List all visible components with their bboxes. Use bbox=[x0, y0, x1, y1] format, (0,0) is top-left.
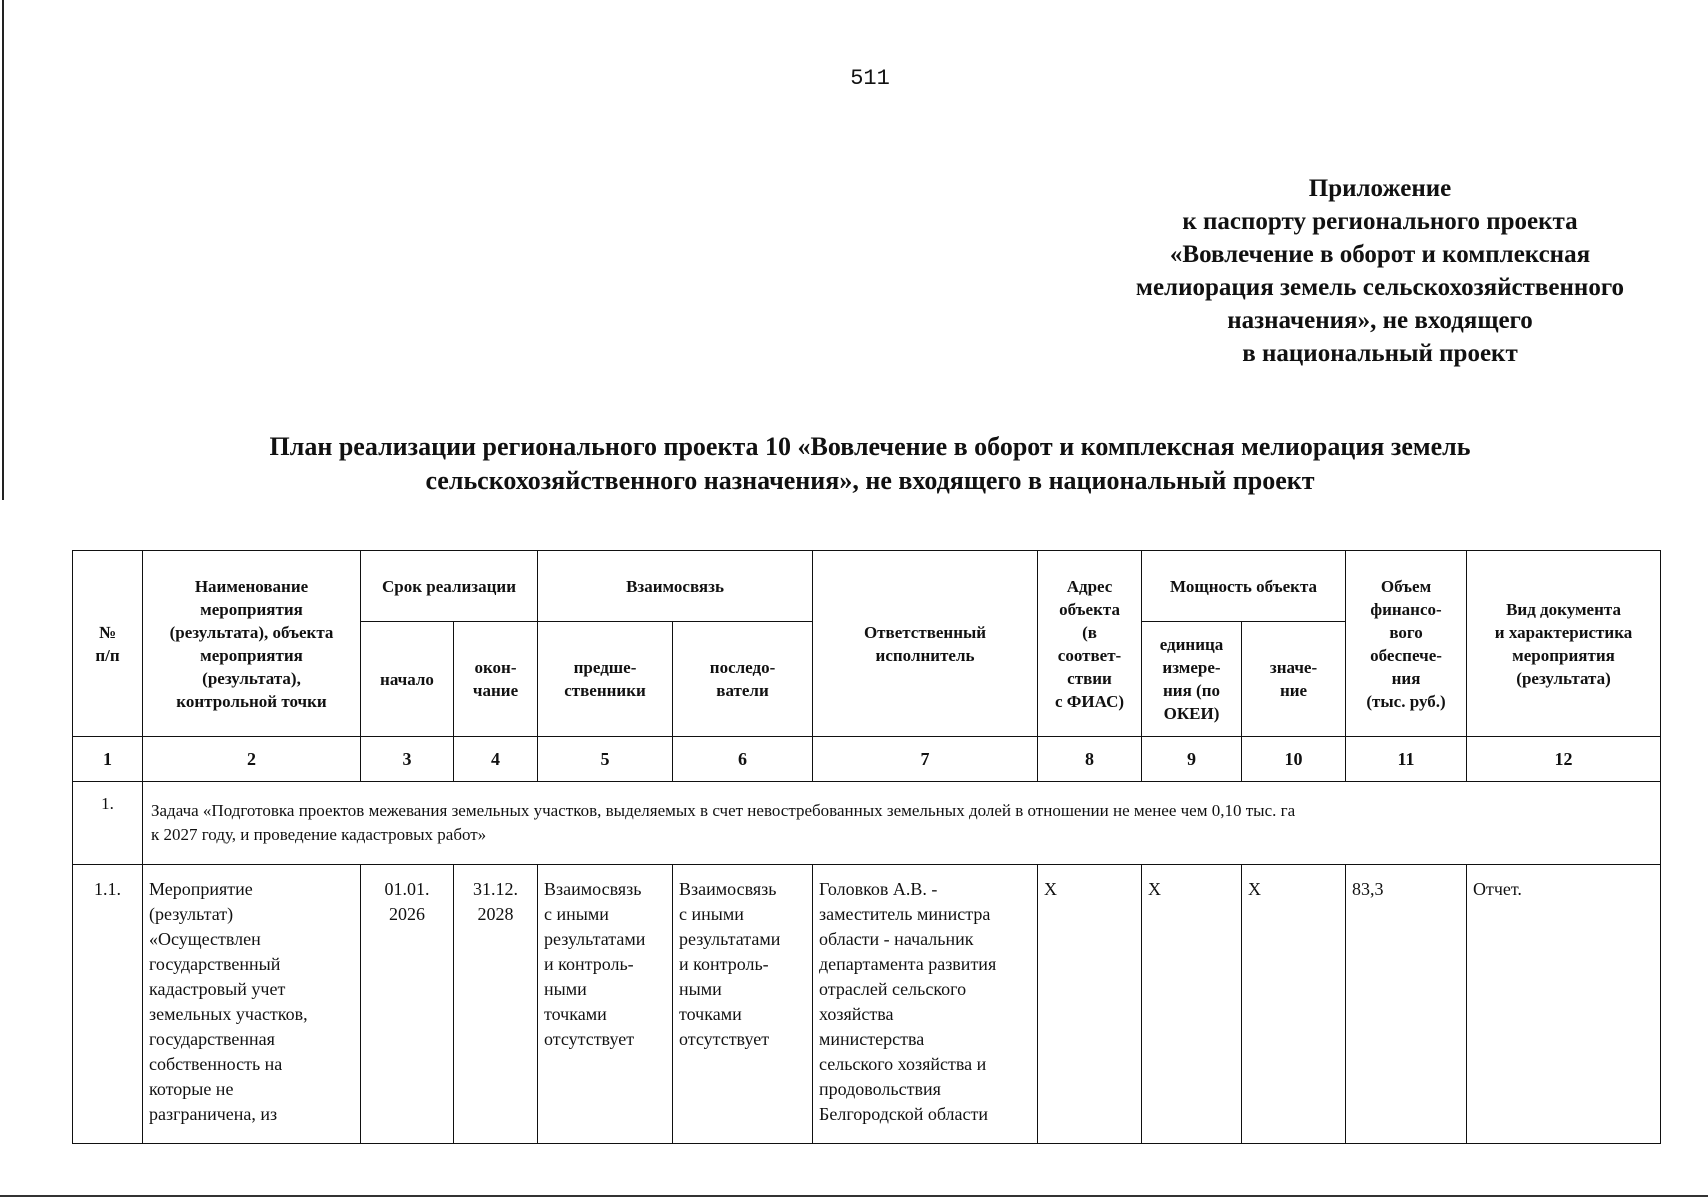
column-number: 11 bbox=[1346, 737, 1467, 782]
item-start: 01.01. 2026 bbox=[361, 865, 454, 1144]
column-number: 4 bbox=[454, 737, 538, 782]
item-executor: Головков А.В. - заместитель министра области - начальник департамента развития отраслей сельского хозяйства министерства сельского хозяйства и продовольствия Белгородской области bbox=[813, 865, 1038, 1144]
item-name: Мероприятие (результат) «Осуществлен государственный кадастровый учет земельных участков, государственная собственность на которые не разграничена, из bbox=[143, 865, 361, 1144]
appendix-line: назначения», не входящего bbox=[1227, 307, 1533, 334]
plan-title-line: План реализации регионального проекта 10 «Вовлечение в оборот и комплексная мелиорация земель bbox=[269, 432, 1471, 461]
column-number: 8 bbox=[1038, 737, 1142, 782]
appendix-line: мелиорация земель сельскохозяйственного bbox=[1135, 274, 1625, 301]
table-row bbox=[73, 865, 1661, 1144]
header-address: Адрес объекта (в соответ- ствии с ФИАС) bbox=[1038, 551, 1142, 737]
header-capacity-unit: единица измере- ния (по ОКЕИ) bbox=[1142, 622, 1242, 737]
plan-table bbox=[72, 550, 1661, 1144]
header-capacity-value: значе- ние bbox=[1242, 622, 1346, 737]
item-document: Отчет. bbox=[1467, 865, 1661, 1144]
header-funding: Объем финансо- вого обеспече- ния (тыс. руб.) bbox=[1346, 551, 1467, 737]
item-funding: 83,3 bbox=[1346, 865, 1467, 1144]
page-number: 511 bbox=[850, 66, 890, 91]
item-predecessors: Взаимосвязь с иными результатами и контроль- ными точками отсутствует bbox=[538, 865, 673, 1144]
column-number: 2 bbox=[143, 737, 361, 782]
header-relation-next: последо- ватели bbox=[673, 622, 813, 737]
plan-title-line: сельскохозяйственного назначения», не входящего в национальный проект bbox=[425, 466, 1315, 495]
item-value: X bbox=[1242, 865, 1346, 1144]
column-number: 9 bbox=[1142, 737, 1242, 782]
header-term-start: начало bbox=[361, 622, 454, 737]
page-bottom-edge bbox=[0, 1195, 1708, 1197]
item-successors: Взаимосвязь с иными результатами и контроль- ными точками отсутствует bbox=[673, 865, 813, 1144]
header-relation: Взаимосвязь bbox=[538, 551, 813, 622]
appendix-line: в национальный проект bbox=[1242, 340, 1518, 367]
appendix-heading bbox=[1090, 172, 1670, 370]
column-number-row bbox=[73, 737, 1661, 782]
task-text: Задача «Подготовка проектов межевания земельных участков, выделяемых в счет невостребованных земельных долей в отношении не менее чем 0,10 тыс. га к 2027 году, и проведение кадастровых работ» bbox=[143, 782, 1661, 865]
header-term-end: окон- чание bbox=[454, 622, 538, 737]
task-row bbox=[73, 782, 1661, 865]
header-capacity: Мощность объекта bbox=[1142, 551, 1346, 622]
header-num: № п/п bbox=[73, 551, 143, 737]
item-address: X bbox=[1038, 865, 1142, 1144]
header-term: Срок реализации bbox=[361, 551, 538, 622]
header-doc: Вид документа и характеристика мероприятия (результата) bbox=[1467, 551, 1661, 737]
task-number: 1. bbox=[73, 782, 143, 865]
header-relation-prev: предше- ственники bbox=[538, 622, 673, 737]
column-number: 12 bbox=[1467, 737, 1661, 782]
column-number: 1 bbox=[73, 737, 143, 782]
item-number: 1.1. bbox=[73, 865, 143, 1144]
column-number: 10 bbox=[1242, 737, 1346, 782]
appendix-line: «Вовлечение в оборот и комплексная bbox=[1169, 241, 1591, 268]
appendix-line: Приложение bbox=[1308, 175, 1452, 202]
column-number: 5 bbox=[538, 737, 673, 782]
plan-title bbox=[0, 430, 1708, 498]
column-number: 6 bbox=[673, 737, 813, 782]
header-name: Наименование мероприятия (результата), объекта мероприятия (результата), контрольной точки bbox=[143, 551, 361, 737]
item-unit: X bbox=[1142, 865, 1242, 1144]
column-number: 7 bbox=[813, 737, 1038, 782]
header-executor: Ответственный исполнитель bbox=[813, 551, 1038, 737]
appendix-line: к паспорту регионального проекта bbox=[1182, 208, 1578, 235]
column-number: 3 bbox=[361, 737, 454, 782]
item-end: 31.12. 2028 bbox=[454, 865, 538, 1144]
